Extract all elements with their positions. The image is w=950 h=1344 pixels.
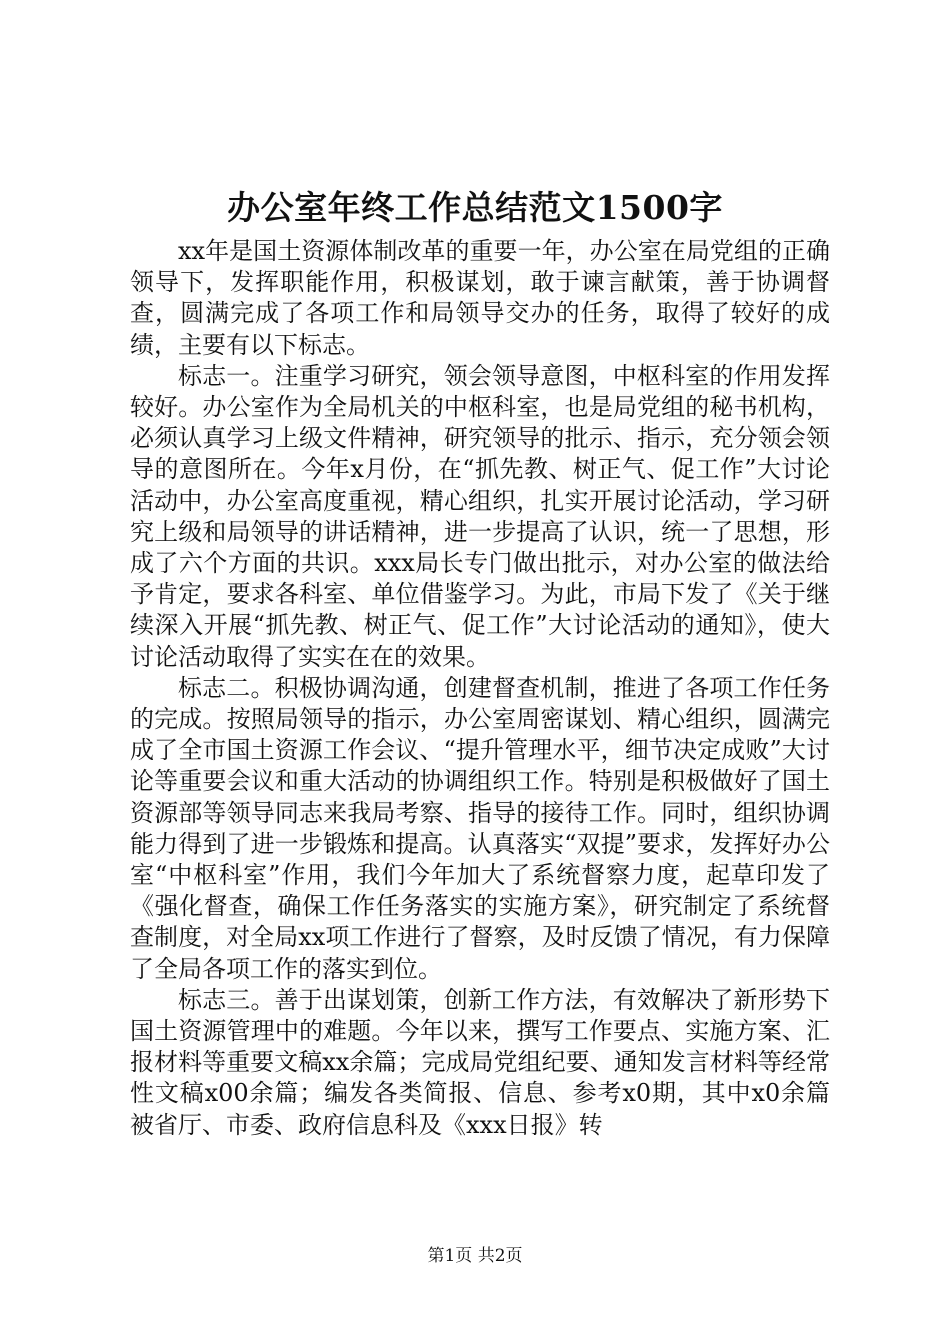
paragraph-mark-two: 标志二。积极协调沟通，创建督查机制，推进了各项工作任务的完成。按照局领导的指示，办公室周密谋划、精心组织，圆满完成了全市国土资源工作会议、“提升管理水平，细节决定成败”大讨论等重要会议和重大活动的协调组织工作。特别是积极做好了国土资源部等领导同志来我局考察、指导的接待工作。同时，组织协调能力得到了进一步锻炼和提高。认真落实“双提”要求，发挥好办公室“中枢科室”作用，我们今年加大了系统督察力度，起草印发了《强化督查，确保工作任务落实的实施方案》，研究制定了系统督查制度，对全局xx项工作进行了督察，及时反馈了情况，有力保障了全局各项工作的落实到位。 [130, 673, 830, 983]
page-footer: 第1页 共2页 [427, 1246, 523, 1266]
document-body [130, 236, 830, 1141]
paragraph-mark-one: 标志一。注重学习研究，领会领导意图，中枢科室的作用发挥较好。办公室作为全局机关的中枢科室，也是局党组的秘书机构，必须认真学习上级文件精神，研究领导的批示、指示，充分领会领导的意图所在。今年x月份，在“抓先教、树正气、促工作”大讨论活动中，办公室高度重视，精心组织，扎实开展讨论活动，学习研究上级和局领导的讲话精神，进一步提高了认识，统一了思想，形成了六个方面的共识。xxx局长专门做出批示，对办公室的做法给予肯定，要求各科室、单位借鉴学习。为此，市局下发了《关于继续深入开展“抓先教、树正气、促工作”大讨论活动的通知》，使大讨论活动取得了实实在在的效果。 [130, 361, 830, 671]
paragraph-mark-three: 标志三。善于出谋划策，创新工作方法，有效解决了新形势下国土资源管理中的难题。今年以来，撰写工作要点、实施方案、汇报材料等重要文稿xx余篇；完成局党组纪要、通知发言材料等经常性文稿x00余篇；编发各类简报、信息、参考x0期，其中x0余篇被省厅、市委、政府信息科及《xxx日报》转 [130, 985, 830, 1139]
paragraph-intro: xx年是国土资源体制改革的重要一年，办公室在局党组的正确领导下，发挥职能作用，积极谋划，敢于谏言献策，善于协调督查，圆满完成了各项工作和局领导交办的任务，取得了较好的成绩，主要有以下标志。 [130, 237, 830, 359]
document-title: 办公室年终工作总结范文1500字 [227, 188, 723, 227]
